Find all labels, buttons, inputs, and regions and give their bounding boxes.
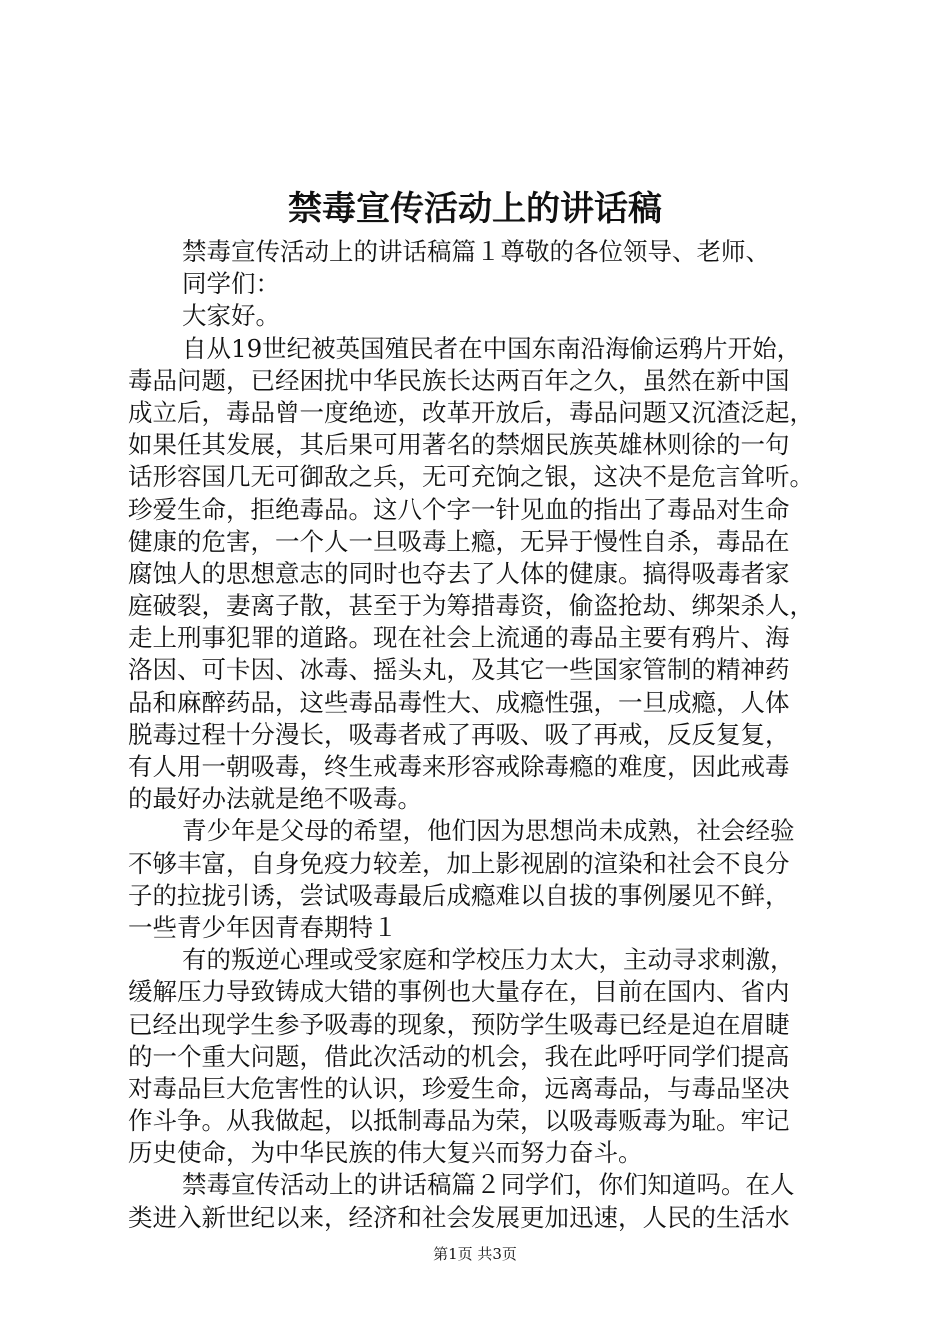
text-line: 已经出现学生参予吸毒的现象，预防学生吸毒已经是迫在眉睫 — [128, 1009, 790, 1039]
text-line: 洛因、可卡因、冰毒、摇头丸，及其它一些国家管制的精神药 — [128, 655, 790, 685]
text-line: 脱毒过程十分漫长，吸毒者戒了再吸、吸了再戒，反反复复， — [128, 719, 790, 749]
text-line: 禁毒宣传活动上的讲话稿篇１尊敬的各位领导、老师、 — [182, 237, 770, 266]
text-line: 同学们： — [182, 269, 280, 299]
text-line: 话形容国几无可御敌之兵，无可充饷之银，这决不是危言耸听。 — [128, 462, 814, 492]
text-line: 走上刑事犯罪的道路。现在社会上流通的毒品主要有鸦片、海 — [128, 623, 790, 653]
text-line: 腐蚀人的思想意志的同时也夺去了人体的健康。搞得吸毒者家 — [128, 558, 790, 588]
document-title: 禁毒宣传活动上的讲话稿 — [288, 189, 662, 229]
text-line: 庭破裂，妻离子散，甚至于为筹措毒资，偷盗抢劫、绑架杀人， — [128, 591, 814, 621]
text-line: 不够丰富，自身免疫力较差，加上影视剧的渲染和社会不良分 — [128, 848, 790, 878]
text-line: 的最好办法就是绝不吸毒。 — [128, 784, 422, 814]
text-line: 子的拉拢引诱，尝试吸毒最后成瘾难以自拔的事例屡见不鲜， — [128, 880, 790, 910]
text-line: 自从19世纪被英国殖民者在中国东南沿海偷运鸦片开始， — [182, 333, 802, 363]
text-line: 大家好。 — [182, 301, 280, 331]
text-line: 成立后，毒品曾一度绝迹，改革开放后，毒品问题又沉渣泛起， — [128, 397, 814, 427]
text-line: 的一个重大问题，借此次活动的机会，我在此呼吁同学们提高 — [128, 1041, 790, 1071]
text-line: 对毒品巨大危害性的认识，珍爱生命，远离毒品，与毒品坚决 — [128, 1073, 790, 1103]
text-line: 如果任其发展，其后果可用著名的禁烟民族英雄林则徐的一句 — [128, 430, 790, 460]
text-line: 珍爱生命，拒绝毒品。这八个字一针见血的指出了毒品对生命 — [128, 494, 790, 524]
page-footer: 第1页 共3页 — [433, 1245, 517, 1263]
text-line: 健康的危害，一个人一旦吸毒上瘾，无异于慢性自杀，毒品在 — [128, 526, 790, 556]
text-line: 缓解压力导致铸成大错的事例也大量存在，目前在国内、省内 — [128, 977, 790, 1007]
text-line: 类进入新世纪以来，经济和社会发展更加迅速，人民的生活水 — [128, 1202, 790, 1232]
text-line: 有人用一朝吸毒，终生戒毒来形容戒除毒瘾的难度，因此戒毒 — [128, 752, 790, 781]
text-line: 毒品问题，已经困扰中华民族长达两百年之久，虽然在新中国 — [128, 365, 790, 395]
text-line: 青少年是父母的希望，他们因为思想尚未成熟，社会经验 — [182, 816, 795, 846]
text-line: 品和麻醉药品，这些毒品毒性大、成瘾性强，一旦成瘾，人体 — [128, 687, 790, 717]
text-line: 禁毒宣传活动上的讲话稿篇２同学们，你们知道吗。在人 — [182, 1170, 795, 1200]
text-line: 一些青少年因青春期特１ — [128, 912, 398, 942]
text-line: 有的叛逆心理或受家庭和学校压力太大，主动寻求刺激， — [182, 945, 795, 975]
text-line: 作斗争。从我做起，以抵制毒品为荣，以吸毒贩毒为耻。牢记 — [128, 1106, 790, 1136]
document-body — [128, 236, 828, 1234]
text-line: 历史使命，为中华民族的伟大复兴而努力奋斗。 — [128, 1138, 643, 1168]
